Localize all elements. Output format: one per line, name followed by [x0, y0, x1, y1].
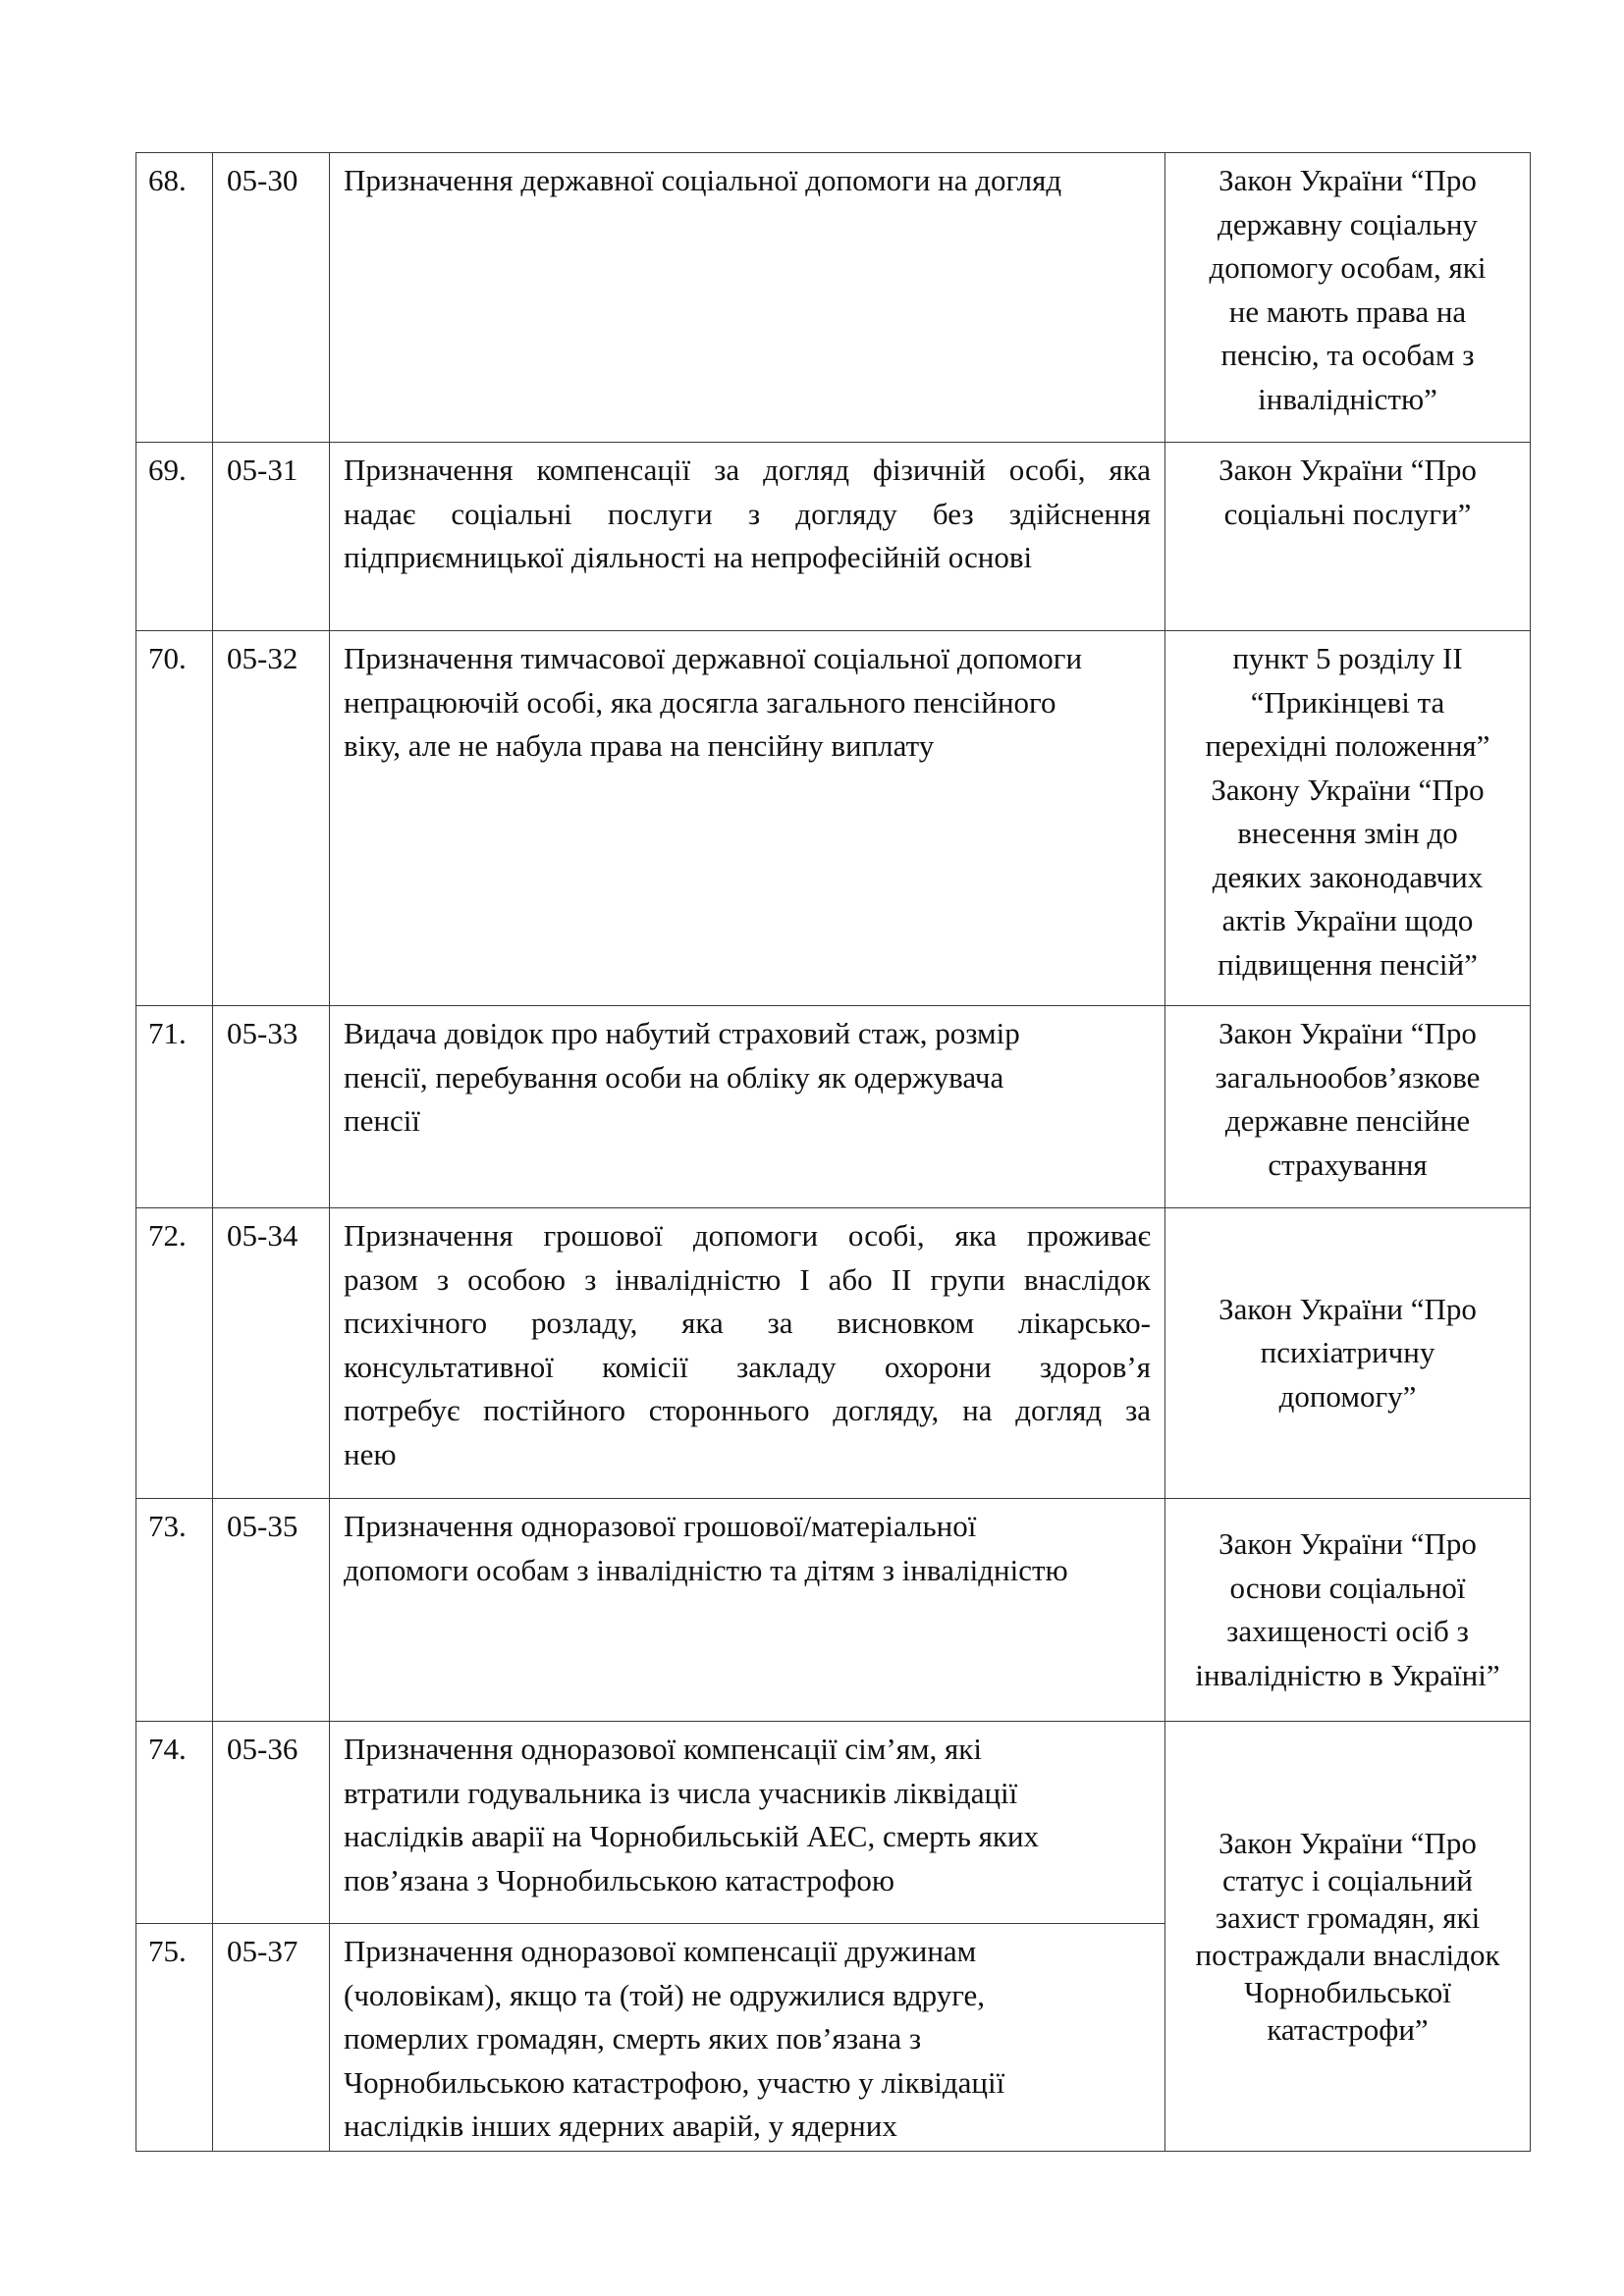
table-row [136, 153, 1531, 443]
law-line: пункт 5 розділу ІІ [1232, 641, 1463, 675]
table-row [136, 1722, 1531, 1924]
row-number: 71. [136, 1006, 213, 1208]
service-code: 05-32 [213, 631, 330, 1006]
law-line: захищеності осіб з [1226, 1614, 1469, 1648]
description-line: консультативної комісії закладу охорони здоров’я [344, 1349, 1151, 1384]
row-number: 73. [136, 1499, 213, 1722]
legal-basis [1165, 1499, 1531, 1722]
law-line: катастрофи” [1267, 2011, 1429, 2047]
row-number: 69. [136, 443, 213, 631]
description-line: Призначення компенсації за догляд фізичній особі, яка [344, 453, 1151, 487]
service-description [330, 1924, 1165, 2152]
law-line: Закон України “Про [1218, 1526, 1477, 1561]
service-description [330, 1499, 1165, 1722]
description-line: потребує постійного стороннього догляду, на догляд за [344, 1393, 1151, 1427]
service-code: 05-37 [213, 1924, 330, 2152]
table-row [136, 1208, 1531, 1499]
description-line: померлих громадян, смерть яких пов’язана з [344, 2021, 922, 2056]
description-line: (чоловікам), якщо та (той) не одружилися вдруге, [344, 1977, 986, 2012]
description-line: втратили годувальника із числа учасників ліквідації [344, 1775, 1018, 1810]
service-code: 05-30 [213, 153, 330, 443]
law-line: підвищення пенсій” [1218, 946, 1478, 982]
service-code: 05-35 [213, 1499, 330, 1722]
law-line: Закон України “Про [1218, 163, 1477, 197]
law-line: Закон України “Про [1218, 453, 1477, 487]
law-line: допомогу особам, які [1209, 250, 1487, 285]
description-line: пенсії [344, 1103, 420, 1138]
description-line: Видача довідок про набутий страховий стаж, розмір [344, 1016, 1020, 1050]
description-line: Призначення тимчасової державної соціальної допомоги [344, 641, 1083, 675]
description-line: допомоги особам з інвалідністю та дітям з інвалідністю [344, 1552, 1068, 1587]
service-description [330, 153, 1165, 443]
law-line: Закон України “Про [1218, 1291, 1477, 1326]
table-row [136, 631, 1531, 1006]
legal-basis [1165, 631, 1531, 1006]
description-line: Призначення державної соціальної допомоги на догляд [344, 163, 1062, 197]
description-line: нею [344, 1436, 397, 1471]
description-line: пенсії, перебування особи на обліку як одержувача [344, 1059, 1004, 1095]
description-line: підприємницької діяльності на непрофесійній основі [344, 540, 1033, 574]
legal-basis [1165, 443, 1531, 631]
description-line: надає соціальні послуги з догляду без здійснення [344, 496, 1151, 531]
law-line: пенсію, та особам з [1220, 338, 1475, 372]
service-code: 05-36 [213, 1722, 330, 1924]
description-line: Призначення одноразової компенсації сім’ям, які [344, 1732, 982, 1766]
row-number: 74. [136, 1722, 213, 1924]
description-line: разом з особою з інвалідністю I або II групи внаслідок [344, 1261, 1151, 1297]
legal-basis [1165, 1208, 1531, 1499]
service-code: 05-31 [213, 443, 330, 631]
law-line: допомогу” [1278, 1378, 1417, 1414]
service-description [330, 631, 1165, 1006]
description-line: віку, але не набула права на пенсійну виплату [344, 728, 935, 763]
service-code: 05-34 [213, 1208, 330, 1499]
description-line: Призначення одноразової грошової/матеріальної [344, 1509, 977, 1543]
law-line: державну соціальну [1218, 206, 1478, 241]
law-line: статус і соціальний [1221, 1862, 1474, 1897]
row-number: 72. [136, 1208, 213, 1499]
table-row [136, 1499, 1531, 1722]
law-line: інвалідністю в Україні” [1195, 1657, 1500, 1692]
description-line: пов’язана з Чорнобильською катастрофою [344, 1862, 895, 1897]
law-line: інвалідністю” [1258, 381, 1437, 416]
row-number: 68. [136, 153, 213, 443]
law-line: внесення змін до [1237, 816, 1458, 850]
law-line: загальнообов’язкове [1215, 1059, 1481, 1095]
table-row [136, 443, 1531, 631]
law-line: страхування [1268, 1147, 1428, 1182]
legal-basis [1165, 153, 1531, 443]
law-line: захист громадян, які [1215, 1899, 1481, 1935]
legal-basis [1165, 1722, 1531, 2152]
service-description [330, 1208, 1165, 1499]
law-line: психіатричну [1260, 1335, 1435, 1370]
services-table [135, 152, 1531, 2152]
description-line: непрацюючій особі, яка досягла загального пенсійного [344, 684, 1056, 720]
law-line: Закон України “Про [1218, 1825, 1477, 1860]
row-number: 75. [136, 1924, 213, 2152]
law-line: не мають права на [1228, 294, 1467, 329]
law-line: основи соціальної [1229, 1570, 1466, 1605]
law-line: постраждали внаслідок [1195, 1937, 1500, 1972]
law-line: перехідні положення” [1205, 728, 1490, 763]
description-line: наслідків інших ядерних аварій, у ядерних [344, 2109, 897, 2143]
law-line: Закону України “Про [1211, 772, 1485, 807]
service-code: 05-33 [213, 1006, 330, 1208]
description-line: наслідків аварії на Чорнобильській АЕС, смерть яких [344, 1819, 1040, 1853]
row-number: 70. [136, 631, 213, 1006]
law-line: соціальні послуги” [1223, 496, 1472, 531]
law-line: деяких законодавчих [1212, 859, 1484, 894]
law-line: Чорнобильської [1244, 1974, 1451, 2009]
description-line: психічного розладу, яка за висновком лікарсько- [344, 1306, 1151, 1340]
service-description [330, 443, 1165, 631]
table-row [136, 1006, 1531, 1208]
law-line: “Прикінцеві та [1250, 684, 1445, 720]
description-line: Призначення одноразової компенсації дружинам [344, 1934, 977, 1968]
description-line: Призначення грошової допомоги особі, яка проживає [344, 1218, 1151, 1253]
legal-basis [1165, 1006, 1531, 1208]
service-description [330, 1722, 1165, 1924]
service-description [330, 1006, 1165, 1208]
law-line: Закон України “Про [1218, 1016, 1477, 1050]
law-line: державне пенсійне [1224, 1103, 1471, 1138]
law-line: актів України щодо [1221, 903, 1474, 937]
description-line: Чорнобильською катастрофою, участю у ліквідації [344, 2064, 1005, 2100]
